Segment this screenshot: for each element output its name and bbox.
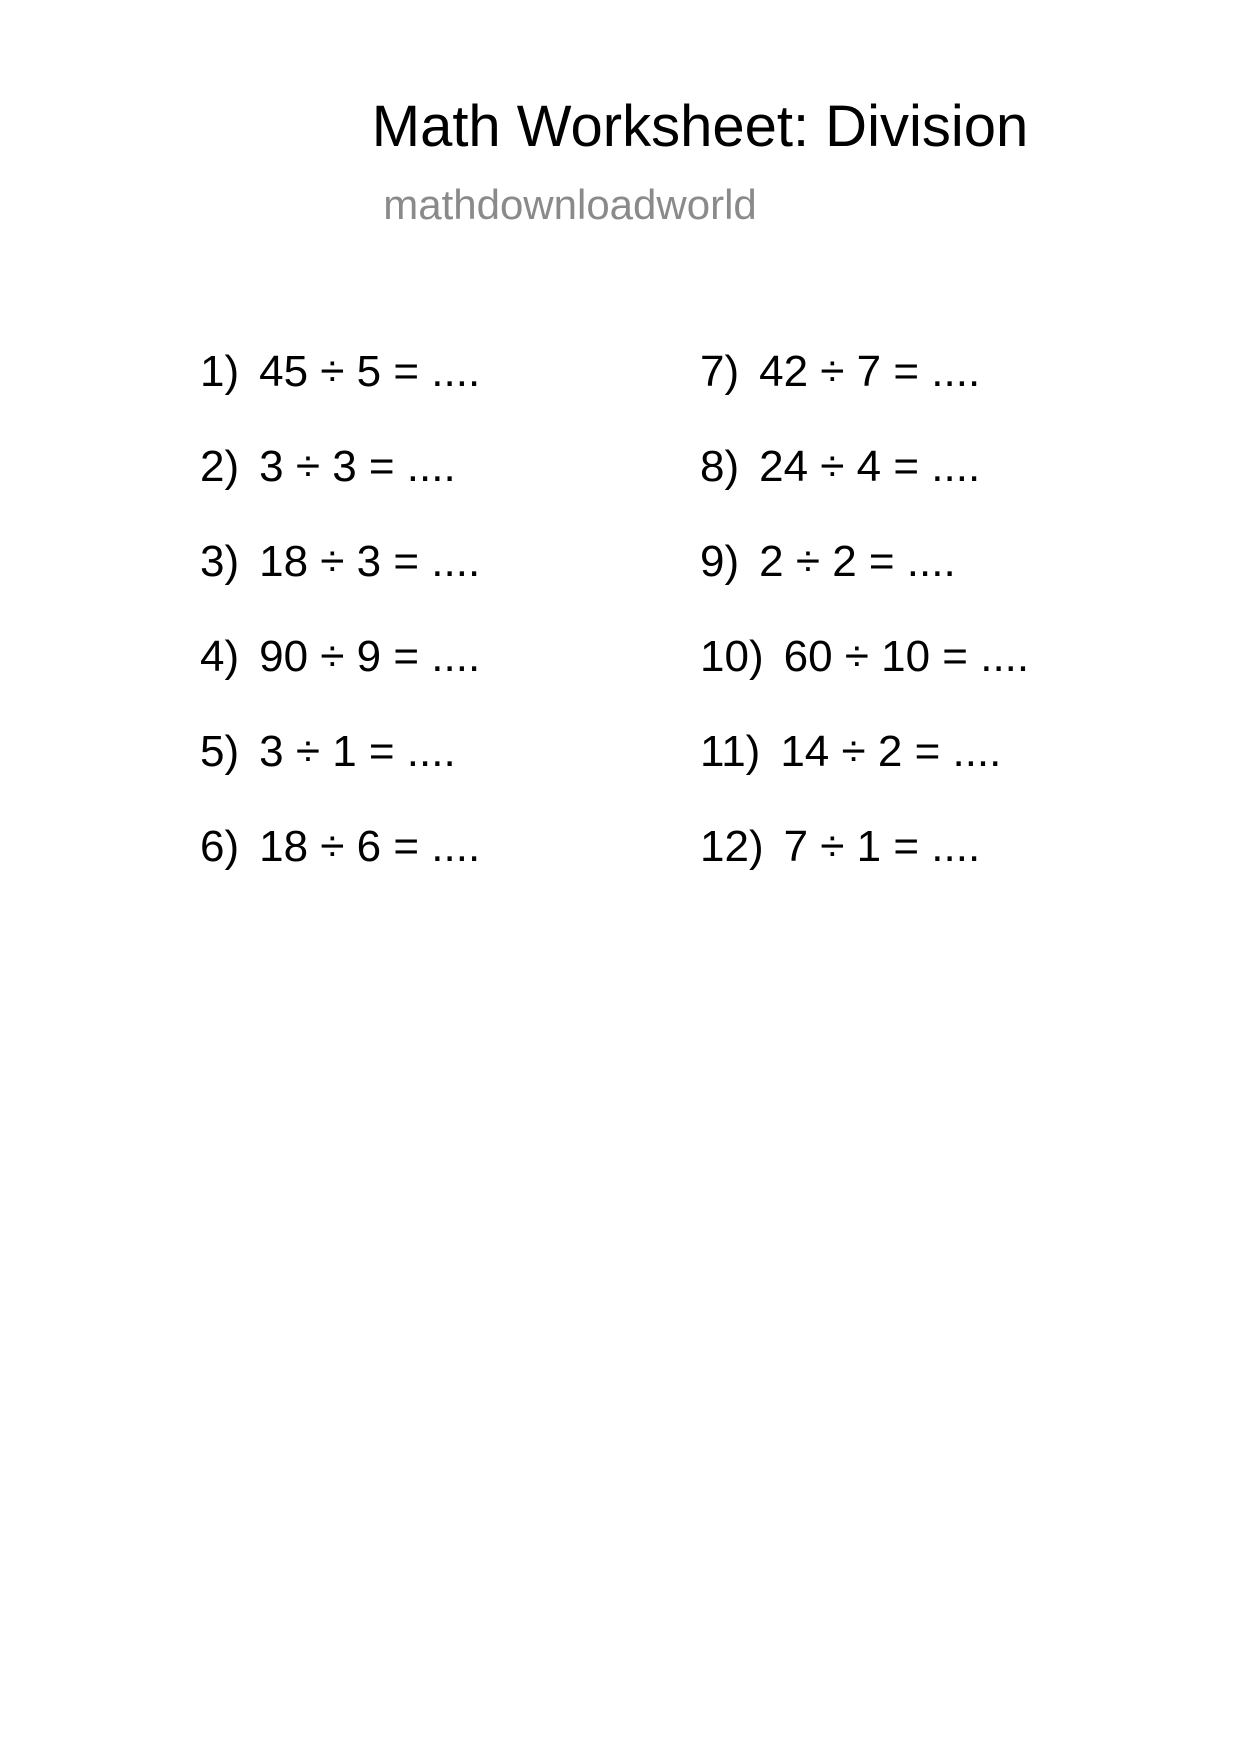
problem-expression: 3 ÷ 3 = .... [259, 442, 456, 491]
problem-number: 11) [700, 727, 761, 776]
problem-expression: 24 ÷ 4 = .... [759, 442, 981, 491]
problem-12 [700, 822, 1029, 920]
problem-5 [200, 727, 480, 825]
problem-expression: 14 ÷ 2 = .... [780, 727, 1002, 776]
problem-expression: 18 ÷ 3 = .... [259, 537, 481, 586]
problem-number: 1) [200, 347, 240, 396]
problem-6 [200, 822, 481, 920]
problem-number: 6) [200, 822, 240, 871]
problem-number: 9) [700, 537, 740, 586]
problem-expression: 45 ÷ 5 = .... [259, 347, 481, 396]
problem-expression: 60 ÷ 10 = .... [783, 632, 1030, 681]
problem-number: 12) [700, 822, 764, 871]
problem-10 [700, 632, 1030, 730]
problem-4 [200, 632, 481, 730]
problem-2 [200, 442, 480, 540]
problem-1 [200, 347, 481, 445]
problem-expression: 18 ÷ 6 = .... [259, 822, 481, 871]
problem-number: 3) [200, 537, 240, 586]
problem-number: 2) [200, 442, 240, 491]
problem-expression: 3 ÷ 1 = .... [259, 727, 456, 776]
problem-8 [700, 442, 1029, 540]
problem-number: 4) [200, 632, 240, 681]
problem-expression: 42 ÷ 7 = .... [759, 347, 981, 396]
problems-right-column [700, 347, 1030, 920]
problem-expression: 2 ÷ 2 = .... [759, 537, 956, 586]
problem-number: 7) [700, 347, 740, 396]
problem-9 [700, 537, 1029, 635]
problem-7 [700, 347, 1029, 445]
problem-expression: 7 ÷ 1 = .... [783, 822, 981, 871]
problem-number: 5) [200, 727, 240, 776]
problem-number: 10) [700, 632, 764, 681]
problem-expression: 90 ÷ 9 = .... [259, 632, 481, 681]
problem-3 [200, 537, 481, 635]
problems-left-column [200, 347, 481, 920]
problem-11 [700, 727, 1029, 825]
worksheet-subtitle: mathdownloadworld [383, 181, 757, 228]
worksheet-title: Math Worksheet: Division [371, 94, 1029, 159]
problem-number: 8) [700, 442, 740, 491]
